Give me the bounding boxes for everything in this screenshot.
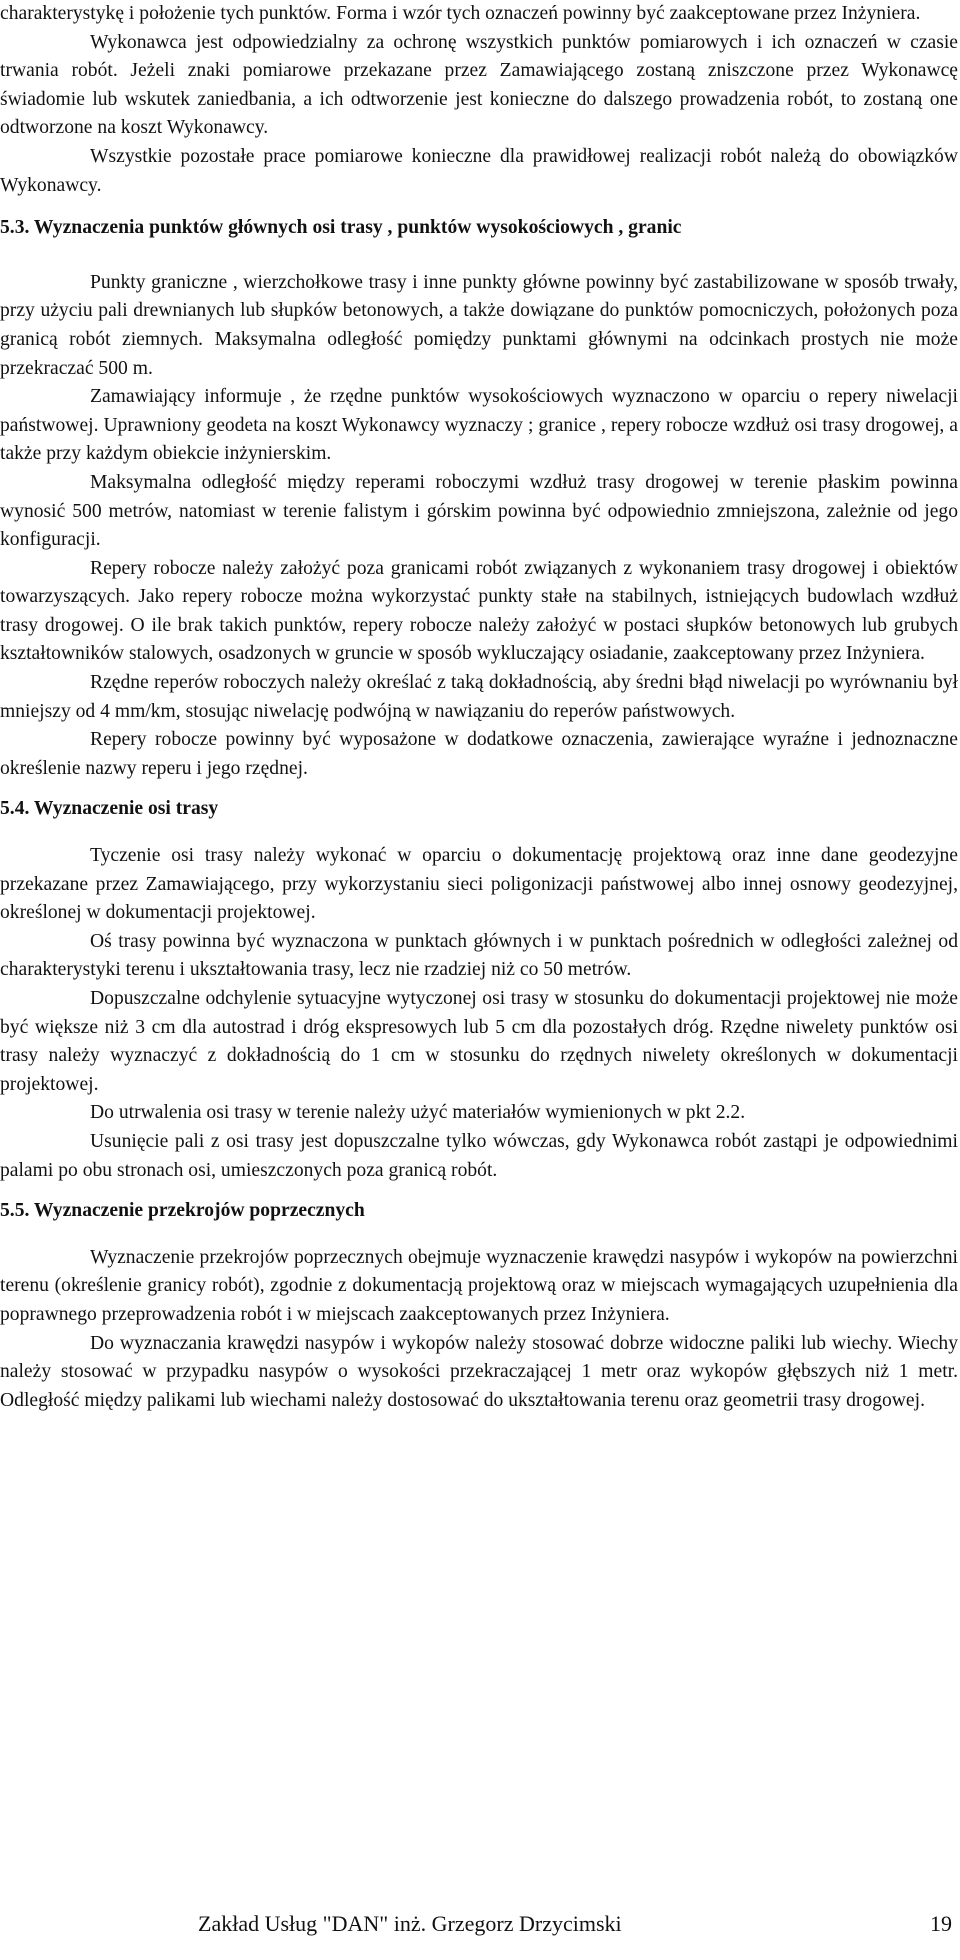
section-heading-5-4: 5.4. Wyznaczenie osi trasy xyxy=(0,798,219,820)
paragraph: Maksymalna odległość między reperami roboczymi wzdłuż trasy drogowej w terenie płaskim powinna wynosić 500 metrów, natomiast w terenie falistym i górskim powinna być odpowiednio zmniejszona, zależnie od jego konfiguracji. xyxy=(0,471,958,551)
paragraph: Rzędne reperów roboczych należy określać z taką dokładnością, aby średni błąd niwelacji po wyrównaniu był mniejszy od 4 mm/km, stosując niwelację podwójną w nawiązaniu do reperów państwowych. xyxy=(0,672,958,722)
paragraph: Usunięcie pali z osi trasy jest dopuszczalne tylko wówczas, gdy Wykonawca robót zastąpi je odpowiednimi palami po obu stronach osi, umieszczonych poza granicą robót. xyxy=(0,1130,958,1181)
paragraph: Do wyznaczania krawędzi nasypów i wykopów należy stosować dobrze widoczne paliki lub wiechy. Wiechy należy stosować w przypadku nasypów o wysokości przekraczającej 1 metr oraz wykopów głębszych niż 1 metr. Odległość między palikami lub wiechami należy dostosować do ukształtowania terenu oraz geometrii trasy drogowej. xyxy=(0,1332,958,1411)
paragraph: charakterystykę i położenie tych punktów. Forma i wzór tych oznaczeń powinny być zaakceptowane przez Inżyniera. xyxy=(0,3,921,24)
paragraph: Oś trasy powinna być wyznaczona w punktach głównych i w punktach pośrednich w odległości zależnej od charakterystyki terenu i ukształtowania trasy, lecz nie rzadziej niż co 50 metrów. xyxy=(0,930,958,981)
paragraph: Dopuszczalne odchylenie sytuacyjne wytyczonej osi trasy w stosunku do dokumentacji projektowej nie może być większe niż 3 cm dla autostrad i dróg ekspresowych lub 5 cm dla pozostałych dróg. Rzędne niwelety punktów osi trasy należy wyznaczyć z dokładnością do 1 cm w stosunku do rzędnych niwelety określonych w dokumentacji projektowej. xyxy=(0,988,958,1095)
paragraph: Wyznaczenie przekrojów poprzecznych obejmuje wyznaczenie krawędzi nasypów i wykopów na powierzchni terenu (określenie granicy robót), zgodnie z dokumentacją projektową oraz w miejscach wymagających uzupełnienia dla poprawnego przeprowadzenia robót i w miejscach zaakceptowanych przez Inżyniera. xyxy=(0,1246,958,1325)
page-footer xyxy=(0,1908,960,1940)
paragraph: Wszystkie pozostałe prace pomiarowe konieczne dla prawidłowej realizacji robót należą do obowiązków Wykonawcy. xyxy=(0,145,958,196)
paragraph: Repery robocze należy założyć poza granicami robót związanych z wykonaniem trasy drogowej i obiektów towarzyszących. Jako repery robocze można wykorzystać punkty stałe na stabilnych, istniejących budowlach wzdłuż trasy drogowej. O ile brak takich punktów, repery robocze należy założyć w postaci słupków betonowych lub grubych kształtowników stalowych, osadzonych w gruncie w sposób wykluczający osiadanie, zaakceptowany przez Inżyniera. xyxy=(0,557,958,665)
section-heading-5-5: 5.5. Wyznaczenie przekrojów poprzecznych xyxy=(0,1200,365,1222)
paragraph: Tyczenie osi trasy należy wykonać w oparciu o dokumentację projektową oraz inne dane geodezyjne przekazane przez Zamawiającego, przy wykorzystaniu sieci poligonizacji państwowej albo innej osnowy geodezyjnej, określonej w dokumentacji projektowej. xyxy=(0,845,958,924)
section-heading-5-3: 5.3. Wyznaczenia punktów głównych osi trasy , punktów wysokościowych , granic xyxy=(0,217,682,239)
footer-company: Zakład Usług "DAN" inż. Grzegorz Drzycimski xyxy=(198,1911,622,1936)
paragraph: Punkty graniczne , wierzchołkowe trasy i inne punkty główne powinny być zastabilizowane w sposób trwały, przy użyciu pali drewnianych lub słupków betonowych, a także dowiązane do punktów pomocniczych, położonych poza granicą robót ziemnych. Maksymalna odległość pomiędzy punktami głównymi na odcinkach prostych nie może przekraczać 500 m. xyxy=(0,271,958,379)
page-number: 19 xyxy=(930,1911,952,1936)
paragraph: Do utrwalenia osi trasy w terenie należy użyć materiałów wymienionych w pkt 2.2. xyxy=(90,1102,746,1124)
paragraph: Wykonawca jest odpowiedzialny za ochronę wszystkich punktów pomiarowych i ich oznaczeń w czasie trwania robót. Jeżeli znaki pomiarowe przekazane przez Zamawiającego zostaną zniszczone przez Wykonawcę świadomie lub wskutek zaniedbania, a ich odtworzenie jest konieczne do dalszego prowadzenia robót, to zostaną one odtworzone na koszt Wykonawcy. xyxy=(0,31,958,139)
paragraph: Zamawiający informuje , że rzędne punktów wysokościowych wyznaczono w oparciu o repery niwelacji państwowej. Uprawniony geodeta na koszt Wykonawcy wyznaczy ; granice , repery robocze wzdłuż osi trasy drogowej, a także przy każdym obiekcie inżynierskim. xyxy=(0,386,958,465)
paragraph: Repery robocze powinny być wyposażone w dodatkowe oznaczenia, zawierające wyraźne i jednoznaczne określenie nazwy reperu i jego rzędnej. xyxy=(0,729,958,779)
